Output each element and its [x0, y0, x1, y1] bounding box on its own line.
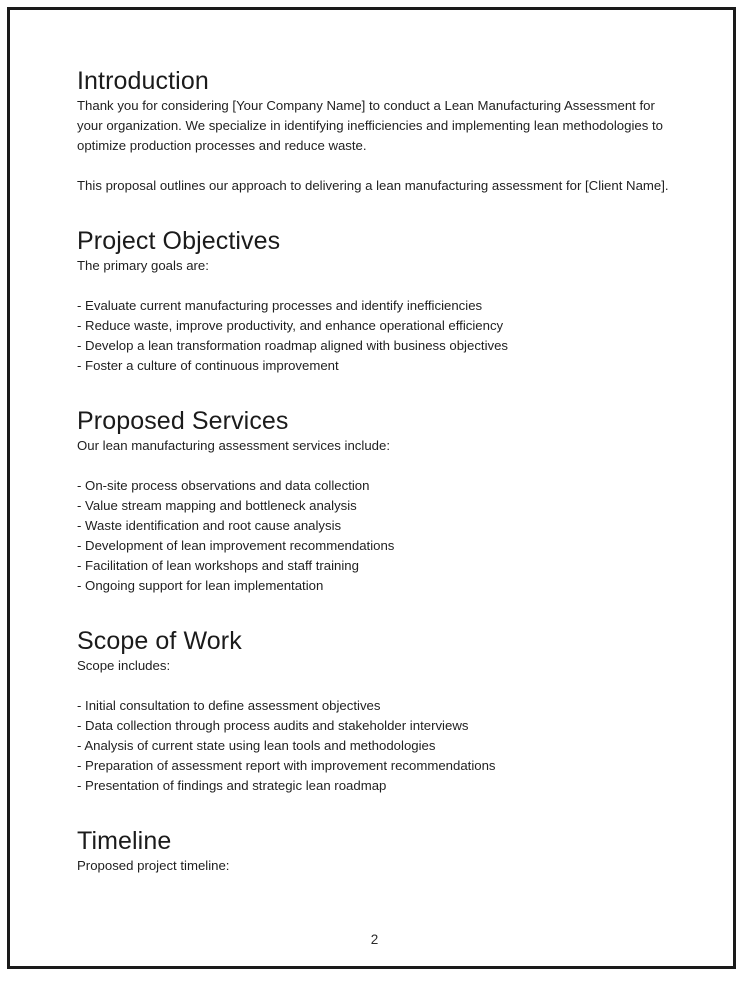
list-item: - Facilitation of lean workshops and staff training [77, 558, 359, 573]
page-content [77, 66, 677, 876]
heading-proposed-services: Proposed Services [77, 407, 289, 435]
list-item: - Waste identification and root cause analysis [77, 518, 342, 533]
scope-of-work-list [77, 696, 677, 796]
list-item: - Foster a culture of continuous improvement [77, 358, 339, 373]
list-item: - Preparation of assessment report with improvement recommendations [77, 758, 496, 773]
list-item: - Initial consultation to define assessment objectives [77, 698, 381, 713]
section-project-objectives [77, 226, 677, 376]
scope-of-work-lead: Scope includes: [77, 658, 171, 673]
project-objectives-list [77, 296, 677, 376]
heading-scope-of-work: Scope of Work [77, 627, 242, 655]
heading-project-objectives: Project Objectives [77, 227, 281, 255]
heading-introduction: Introduction [77, 67, 209, 95]
section-timeline [77, 826, 677, 876]
introduction-paragraph-1: Thank you for considering [Your Company Name] to conduct a Lean Manufacturing Assessment for your organization. We specialize in identifying inefficiencies and implementing lean methodologies to optimize production processes and reduce waste. [77, 98, 663, 153]
list-item: - Data collection through process audits and stakeholder interviews [77, 718, 469, 733]
proposed-services-lead: Our lean manufacturing assessment services include: [77, 438, 390, 453]
section-scope-of-work [77, 626, 677, 796]
heading-timeline: Timeline [77, 827, 172, 855]
list-item: - Reduce waste, improve productivity, and enhance operational efficiency [77, 318, 504, 333]
document-page [7, 7, 736, 969]
list-item: - Develop a lean transformation roadmap aligned with business objectives [77, 338, 509, 353]
list-item: - Development of lean improvement recommendations [77, 538, 395, 553]
list-item: - On-site process observations and data collection [77, 478, 370, 493]
timeline-lead: Proposed project timeline: [77, 858, 230, 873]
list-item: - Presentation of findings and strategic lean roadmap [77, 778, 387, 793]
introduction-paragraph-2: This proposal outlines our approach to delivering a lean manufacturing assessment for [Client Name]. [77, 178, 669, 193]
list-item: - Ongoing support for lean implementation [77, 578, 324, 593]
list-item: - Evaluate current manufacturing processes and identify inefficiencies [77, 298, 483, 313]
section-introduction [77, 66, 677, 196]
section-proposed-services [77, 406, 677, 596]
project-objectives-lead: The primary goals are: [77, 258, 209, 273]
list-item: - Analysis of current state using lean tools and methodologies [77, 738, 436, 753]
proposed-services-list [77, 476, 677, 596]
page-number: 2 [370, 932, 379, 947]
list-item: - Value stream mapping and bottleneck analysis [77, 498, 357, 513]
